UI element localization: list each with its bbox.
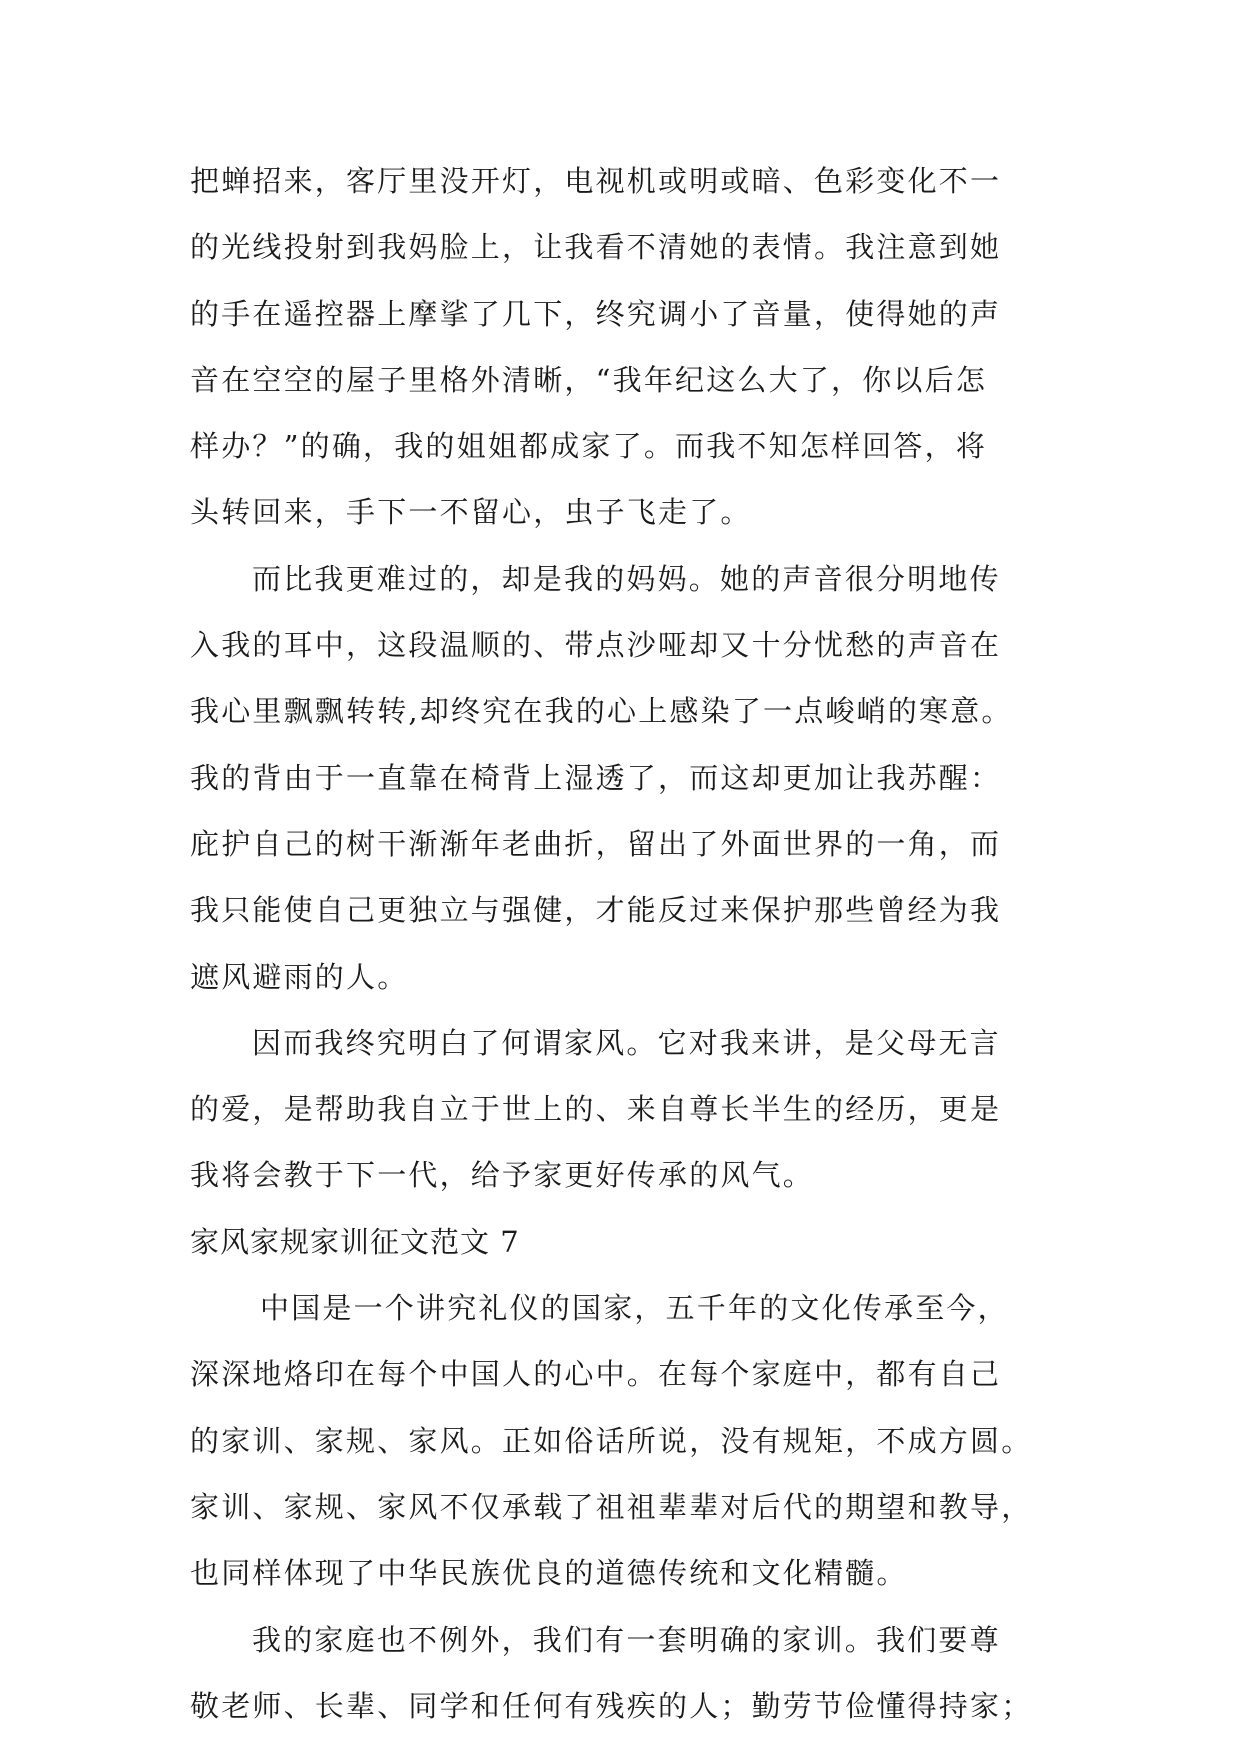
- text-line: 样办？”的确，我的姐姐都成家了。而我不知怎样回答，将: [190, 429, 988, 464]
- text-line: 我只能使自己更独立与强健，才能反过来保护那些曾经为我: [190, 893, 1002, 928]
- text-line: 我的背由于一直靠在椅背上湿透了，而这却更加让我苏醒：: [190, 760, 1002, 795]
- body-text: [190, 148, 1050, 1739]
- text-line: 深深地烙印在每个中国人的心中。在每个家庭中，都有自己: [190, 1357, 1002, 1392]
- paragraph-first-line: 而比我更难过的，却是我的妈妈。她的声音很分明地传: [252, 561, 1001, 596]
- text-line: 我心里飘飘转转,却终究在我的心上感染了一点峻峭的寒意。: [190, 694, 1013, 729]
- text-line: 庇护自己的树干渐渐年老曲折，留出了外面世界的一角，而: [190, 826, 1002, 861]
- text-line: 的光线投射到我妈脸上，让我看不清她的表情。我注意到她: [190, 230, 1002, 265]
- paragraph-first-line: 中国是一个讲究礼仪的国家，五千年的文化传承至今，: [260, 1291, 1009, 1326]
- text-line: 入我的耳中，这段温顺的、带点沙哑却又十分忧愁的声音在: [190, 628, 1002, 663]
- text-line: 遮风避雨的人。: [190, 959, 409, 994]
- text-line: 家训、家规、家风不仅承载了祖祖辈辈对后代的期望和教导，: [190, 1489, 1033, 1524]
- paragraph-first-line: 我的家庭也不例外，我们有一套明确的家训。我们要尊: [252, 1622, 1001, 1657]
- text-line: 也同样体现了中华民族优良的道德传统和文化精髓。: [190, 1556, 908, 1591]
- section-heading: 家风家规家训征文范文 7: [190, 1224, 520, 1259]
- text-line: 的爱，是帮助我自立于世上的、来自尊长半生的经历，更是: [190, 1092, 1002, 1127]
- text-line: 我将会教于下一代，给予家更好传承的风气。: [190, 1158, 815, 1193]
- text-line: 敬老师、长辈、同学和任何有残疾的人；勤劳节俭懂得持家；: [190, 1688, 1033, 1723]
- paragraph-first-line: 因而我终究明白了何谓家风。它对我来讲，是父母无言: [252, 1025, 1001, 1060]
- text-line: 把蝉招来，客厅里没开灯，电视机或明或暗、色彩变化不一: [190, 164, 1002, 198]
- text-line: 的家训、家规、家风。正如俗话所说，没有规矩，不成方圆。: [190, 1423, 1033, 1458]
- text-line: 的手在遥控器上摩挲了几下，终究调小了音量，使得她的声: [190, 296, 1002, 331]
- text-line: 头转回来，手下一不留心，虫子飞走了。: [190, 495, 752, 530]
- text-line: 音在空空的屋子里格外清晰，“我年纪这么大了，你以后怎: [190, 362, 988, 397]
